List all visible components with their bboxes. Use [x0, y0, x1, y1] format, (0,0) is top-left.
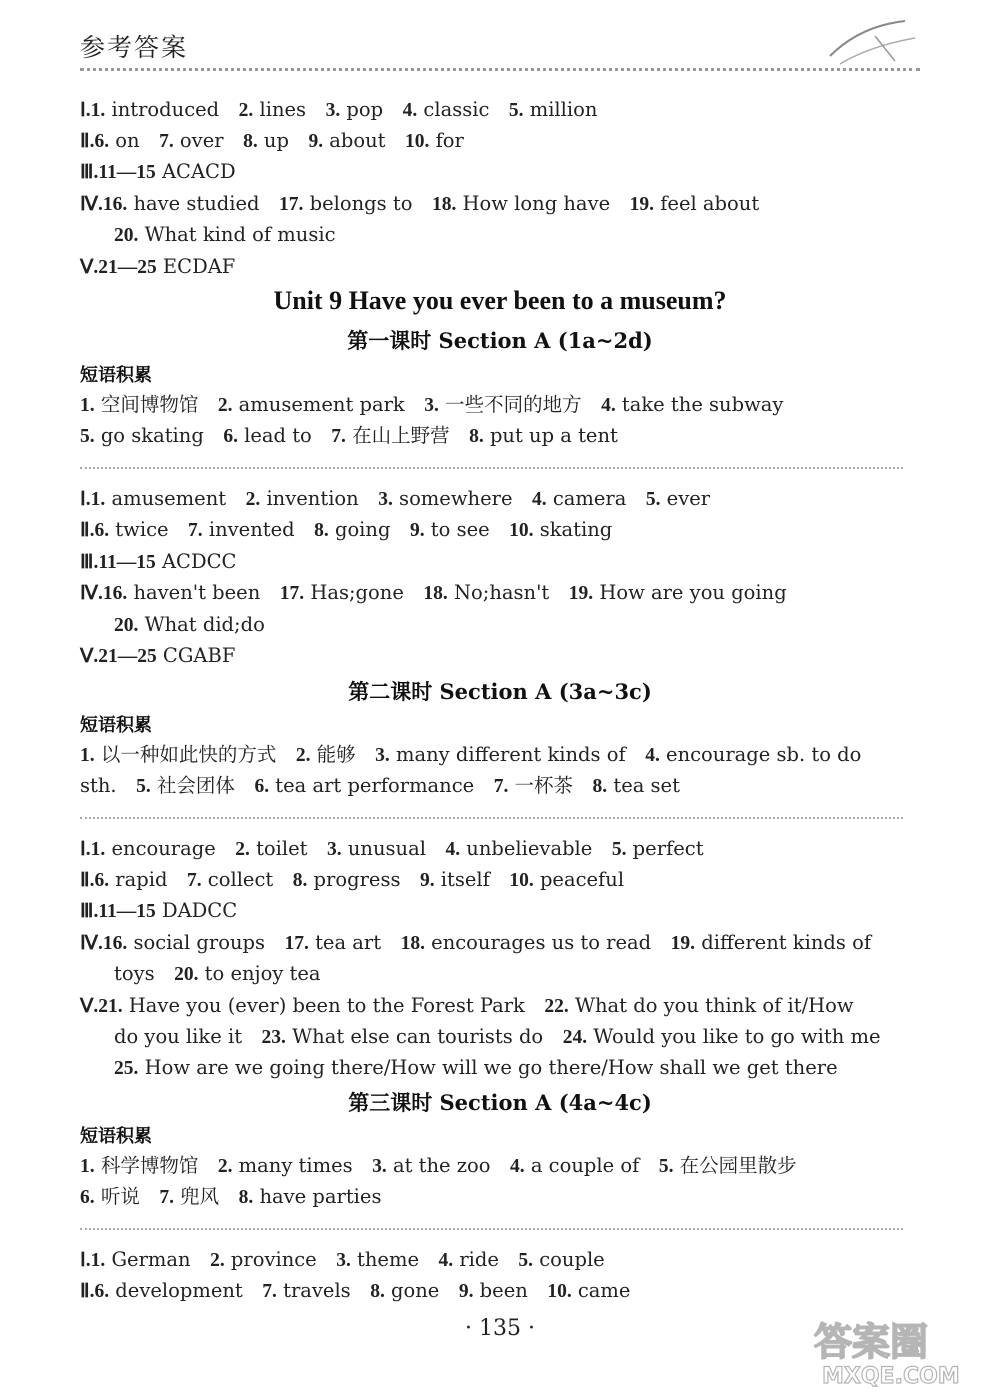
item-number: 7.	[159, 131, 174, 152]
item-answer: lines	[253, 98, 307, 121]
item-number: 3.	[327, 839, 342, 860]
item-number: 24.	[562, 1027, 588, 1048]
answer-line	[80, 516, 920, 545]
item-number: 4.	[402, 100, 418, 121]
item-number: 9.	[419, 870, 435, 891]
item-number: Ⅱ.6.	[80, 870, 110, 891]
item-answer: haven't been	[127, 581, 261, 604]
header-rule	[80, 68, 920, 71]
item-answer: perfect	[626, 837, 704, 860]
item-answer: been	[473, 1279, 528, 1302]
item-answer: No;hasn't	[447, 581, 550, 604]
answer-line	[80, 1277, 920, 1306]
item-answer: ACDCC	[155, 550, 237, 573]
answer-line	[80, 548, 920, 577]
item-number: 22.	[544, 996, 569, 1017]
item-number: Ⅴ.21.	[80, 996, 123, 1017]
item-number: 3.	[336, 1250, 351, 1271]
item-answer: 社会团体	[150, 774, 235, 797]
item-number: Ⅰ.1.	[80, 839, 106, 860]
item-number: 9.	[308, 131, 324, 152]
unit-title: Unit 9 Have you ever been to a museum?	[273, 286, 727, 315]
item-number: 1.	[80, 395, 95, 416]
item-answer: sth.	[80, 774, 117, 797]
item-answer: travels	[276, 1279, 351, 1302]
item-answer: encourages us to read	[424, 931, 652, 954]
item-number: 4.	[445, 839, 461, 860]
item-answer: unusual	[341, 837, 426, 860]
item-answer: many times	[232, 1154, 353, 1177]
item-answer: 能够	[310, 743, 356, 766]
item-answer: unbelievable	[460, 837, 593, 860]
item-number: 8.	[370, 1281, 385, 1302]
page-header	[80, 28, 920, 76]
item-number: 2.	[210, 1250, 225, 1271]
item-answer: itself	[434, 868, 490, 891]
item-answer: pop	[340, 98, 384, 121]
item-number: 5.	[518, 1250, 534, 1271]
item-number: 3.	[424, 395, 439, 416]
item-answer: ride	[453, 1248, 499, 1271]
item-number: 2.	[217, 1156, 233, 1177]
item-number: 20.	[174, 964, 199, 985]
item-answer: social groups	[127, 931, 266, 954]
item-answer: go skating	[94, 424, 204, 447]
item-answer: development	[109, 1279, 243, 1302]
item-number: 5.	[658, 1156, 674, 1177]
item-number: 2.	[217, 395, 233, 416]
answer-line	[80, 96, 920, 125]
watermark-sub: MXQE.COM	[822, 1364, 960, 1389]
phrase-line	[80, 391, 920, 420]
item-number: Ⅴ.21—25	[80, 257, 157, 278]
item-number: Ⅴ.21—25	[80, 646, 157, 667]
item-number: 6.	[223, 426, 238, 447]
item-answer: ECDAF	[156, 255, 236, 278]
item-answer: encourage	[105, 837, 216, 860]
item-answer: to see	[424, 518, 490, 541]
item-number: 4.	[510, 1156, 525, 1177]
answer-line	[80, 158, 920, 187]
item-answer: going	[328, 518, 391, 541]
answer-line	[80, 579, 920, 608]
header-title: 参考答案	[80, 33, 189, 62]
answer-line	[80, 642, 920, 671]
phrase-line	[80, 772, 920, 801]
answer-line	[80, 253, 920, 282]
item-number: 7.	[186, 870, 202, 891]
item-answer: Would you like to go with me	[587, 1025, 881, 1048]
item-answer: tea set	[607, 774, 680, 797]
item-answer: different kinds of	[695, 931, 872, 954]
item-answer: about	[323, 129, 386, 152]
section-divider	[80, 817, 903, 819]
item-answer: collect	[201, 868, 274, 891]
item-number: 8.	[238, 1187, 254, 1208]
item-number: 4.	[645, 745, 660, 766]
item-answer: ever	[660, 487, 711, 510]
item-number: 8.	[292, 870, 308, 891]
item-number: 2.	[245, 489, 261, 510]
item-answer: somewhere	[392, 487, 513, 510]
item-answer: amusement	[105, 487, 227, 510]
section-divider	[80, 467, 903, 469]
item-number: 20.	[114, 225, 139, 246]
section-title: 第一课时 Section A (1a~2d)	[347, 328, 653, 353]
item-answer: for	[429, 129, 464, 152]
phrase-line	[80, 1183, 920, 1212]
item-answer: 在公园里散步	[673, 1154, 797, 1177]
item-number: 2.	[295, 745, 311, 766]
item-answer: What did;do	[138, 613, 265, 636]
item-answer: introduced	[105, 98, 220, 121]
item-answer: came	[571, 1279, 631, 1302]
item-answer: toys	[114, 962, 155, 985]
item-answer: How are you going	[593, 581, 787, 604]
watermark-main: 答案圈	[814, 1320, 929, 1364]
section-title: 第二课时 Section A (3a~3c)	[348, 679, 652, 704]
answer-line	[80, 866, 920, 895]
section-title: 第三课时 Section A (4a~4c)	[348, 1090, 652, 1115]
item-answer: lead to	[237, 424, 312, 447]
item-answer: many different kinds of	[389, 743, 626, 766]
item-answer: 兜风	[173, 1185, 220, 1208]
item-answer: at the zoo	[386, 1154, 491, 1177]
pen-decoration-icon	[820, 16, 920, 76]
page-number: · 135 ·	[465, 1316, 535, 1341]
item-answer: tea art performance	[269, 774, 475, 797]
item-number: 7.	[159, 1187, 174, 1208]
item-answer: toilet	[249, 837, 308, 860]
item-number: 19.	[568, 583, 594, 604]
item-number: 4.	[601, 395, 616, 416]
item-number: 18.	[431, 194, 457, 215]
item-number: 19.	[670, 933, 696, 954]
answer-line	[114, 1054, 954, 1083]
item-number: Ⅱ.6.	[80, 1281, 110, 1302]
item-answer: do you like it	[114, 1025, 243, 1048]
item-answer: 在山上野营	[345, 424, 450, 447]
item-answer: 听说	[94, 1185, 140, 1208]
item-number: 17.	[279, 194, 304, 215]
item-answer: invention	[260, 487, 359, 510]
item-answer: CGABF	[156, 644, 236, 667]
item-number: Ⅱ.6.	[80, 520, 110, 541]
item-number: 7.	[262, 1281, 277, 1302]
item-number: 8.	[243, 131, 258, 152]
item-answer: Have you (ever) been to the Forest Park	[122, 994, 525, 1017]
item-number: 23.	[261, 1027, 286, 1048]
phrase-line	[80, 1152, 920, 1181]
item-number: 3.	[378, 489, 393, 510]
item-answer: invented	[202, 518, 295, 541]
item-answer: theme	[350, 1248, 420, 1271]
answer-line	[80, 485, 920, 514]
item-number: 10.	[509, 870, 534, 891]
item-number: 6.	[80, 1187, 95, 1208]
item-answer: 科学博物馆	[94, 1154, 199, 1177]
item-answer: skating	[533, 518, 613, 541]
item-answer: million	[523, 98, 598, 121]
item-answer: 空间博物馆	[94, 393, 199, 416]
item-answer: on	[109, 129, 140, 152]
item-number: 8.	[469, 426, 484, 447]
item-number: 1.	[80, 745, 95, 766]
item-answer: have studied	[127, 192, 260, 215]
item-number: Ⅰ.1.	[80, 100, 106, 121]
answer-line	[80, 897, 920, 926]
item-number: 10.	[509, 520, 534, 541]
item-answer: Has;gone	[304, 581, 404, 604]
item-answer: take the subway	[615, 393, 784, 416]
item-answer: How long have	[456, 192, 611, 215]
phrase-line	[80, 422, 920, 451]
item-number: 5.	[611, 839, 627, 860]
item-answer: camera	[546, 487, 627, 510]
item-answer: have parties	[253, 1185, 382, 1208]
item-number: Ⅳ.16.	[80, 933, 128, 954]
item-answer: tea art	[308, 931, 382, 954]
item-number: 20.	[114, 615, 139, 636]
item-answer: What kind of music	[138, 223, 336, 246]
item-number: 5.	[136, 776, 151, 797]
item-number: 17.	[284, 933, 309, 954]
item-answer: encourage sb. to do	[659, 743, 862, 766]
item-number: 5.	[508, 100, 524, 121]
item-number: 9.	[458, 1281, 474, 1302]
answer-line	[114, 611, 954, 640]
item-answer: to enjoy tea	[198, 962, 321, 985]
item-answer: belongs to	[303, 192, 413, 215]
item-answer: What do you think of it/How	[568, 994, 854, 1017]
item-number: Ⅰ.1.	[80, 1250, 106, 1271]
answer-line	[80, 1246, 920, 1275]
item-answer: up	[257, 129, 289, 152]
item-number: Ⅱ.6.	[80, 131, 110, 152]
item-number: 3.	[325, 100, 341, 121]
item-number: 3.	[375, 745, 390, 766]
item-answer: put up a tent	[483, 424, 618, 447]
item-answer: 以一种如此快的方式	[94, 743, 277, 766]
phrase-line	[80, 741, 920, 770]
item-number: 25.	[114, 1058, 139, 1079]
item-answer: a couple of	[524, 1154, 640, 1177]
answer-line	[114, 1023, 954, 1052]
item-number: Ⅳ.16.	[80, 583, 128, 604]
item-number: 9.	[409, 520, 425, 541]
phrase-heading: 短语积累	[80, 1126, 152, 1147]
item-number: Ⅰ.1.	[80, 489, 106, 510]
item-answer: 一杯茶	[508, 774, 574, 797]
item-number: 5.	[80, 426, 95, 447]
phrase-heading: 短语积累	[80, 365, 152, 386]
answer-line	[80, 929, 920, 958]
item-number: 10.	[547, 1281, 572, 1302]
phrase-heading: 短语积累	[80, 715, 152, 736]
item-answer: province	[224, 1248, 317, 1271]
item-answer: feel about	[654, 192, 760, 215]
item-answer: What else can tourists do	[285, 1025, 544, 1048]
item-answer: over	[173, 129, 224, 152]
section-divider	[80, 1228, 903, 1230]
item-number: 10.	[405, 131, 430, 152]
item-answer: ACACD	[155, 160, 236, 183]
item-answer: 一些不同的地方	[438, 393, 582, 416]
item-number: 7.	[331, 426, 346, 447]
item-answer: peaceful	[533, 868, 625, 891]
item-number: 19.	[629, 194, 654, 215]
item-answer: gone	[384, 1279, 440, 1302]
item-answer: How are we going there/How will we go there/How shall we get there	[138, 1056, 838, 1079]
item-number: 7.	[188, 520, 203, 541]
item-number: 8.	[314, 520, 329, 541]
item-answer: German	[105, 1248, 191, 1271]
item-number: 1.	[80, 1156, 95, 1177]
item-number: 18.	[400, 933, 425, 954]
item-number: 6.	[254, 776, 270, 797]
item-answer: couple	[533, 1248, 605, 1271]
item-answer: twice	[109, 518, 169, 541]
item-number: 4.	[532, 489, 547, 510]
item-number: 2.	[235, 839, 250, 860]
item-number: 7.	[493, 776, 509, 797]
item-number: Ⅲ.11—15	[80, 162, 156, 183]
answer-line	[80, 992, 920, 1021]
item-answer: DADCC	[155, 899, 238, 922]
answer-line	[114, 221, 954, 250]
item-number: 2.	[238, 100, 254, 121]
item-answer: amusement park	[232, 393, 405, 416]
watermark-logo	[802, 1311, 992, 1391]
item-answer: rapid	[109, 868, 168, 891]
answer-line	[114, 960, 954, 989]
answer-line	[80, 835, 920, 864]
item-number: Ⅲ.11—15	[80, 552, 156, 573]
item-number: Ⅲ.11—15	[80, 901, 156, 922]
item-answer: classic	[417, 98, 490, 121]
item-number: 8.	[592, 776, 608, 797]
item-number: 3.	[372, 1156, 387, 1177]
item-number: 5.	[645, 489, 661, 510]
item-answer: progress	[307, 868, 401, 891]
item-number: 18.	[423, 583, 448, 604]
item-number: 17.	[279, 583, 305, 604]
answer-line	[80, 127, 920, 156]
item-number: 4.	[438, 1250, 454, 1271]
answer-line	[80, 190, 920, 219]
item-number: Ⅳ.16.	[80, 194, 128, 215]
